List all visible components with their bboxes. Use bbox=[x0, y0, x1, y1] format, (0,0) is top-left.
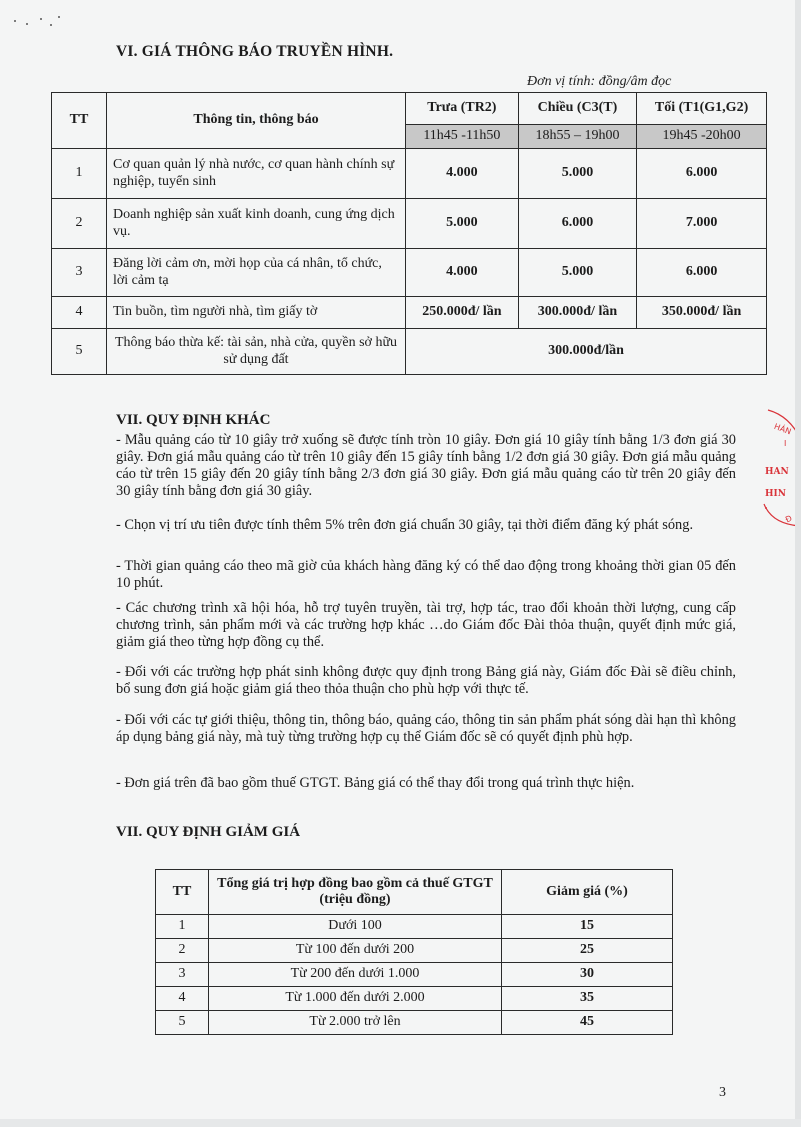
row-range: Dưới 100 bbox=[209, 915, 502, 939]
rule-paragraph: - Mẫu quảng cáo từ 10 giây trở xuống sẽ được tính tròn 10 giây. Đơn giá 10 giây tính bằng 1/3 đơn giá 30 giây. Đơn giá mẫu quảng cáo từ trên 10 giây đến 15 giây tính bằng 1/2 đơn giá 30 giây. Đơn giá mẫu quảng cáo từ trên 15 giây đến 20 giây tính bằng 2/3 đơn giá 30 giây. Đơn giá mẫu quảng cáo từ trên 20 giây đến 30 giây tính bằng đơn giá 30 giây. bbox=[116, 432, 736, 499]
discount-table bbox=[155, 869, 673, 1035]
price-evening: 7.000 bbox=[637, 199, 767, 249]
row-tt: 2 bbox=[156, 939, 209, 963]
table-row bbox=[156, 963, 673, 987]
header-tt: TT bbox=[156, 870, 209, 915]
table-row bbox=[52, 249, 767, 297]
rule-paragraph: - Đơn giá trên đã bao gồm thuế GTGT. Bảng giá có thể thay đổi trong quá trình thực hiện. bbox=[116, 775, 635, 791]
row-range: Từ 2.000 trở lên bbox=[209, 1011, 502, 1035]
time-noon: 11h45 -11h50 bbox=[406, 125, 519, 149]
price-noon: 250.000đ/ lần bbox=[406, 297, 519, 329]
row-range: Từ 100 đến dưới 200 bbox=[209, 939, 502, 963]
table-row bbox=[156, 939, 673, 963]
price-noon: 4.000 bbox=[406, 249, 519, 297]
time-afternoon: 18h55 – 19h00 bbox=[518, 125, 636, 149]
time-evening: 19h45 -20h00 bbox=[637, 125, 767, 149]
table-row bbox=[156, 987, 673, 1011]
price-afternoon: 5.000 bbox=[518, 249, 636, 297]
rule-paragraph: - Thời gian quảng cáo theo mã giờ của khách hàng đăng ký có thể dao động trong khoảng thời gian 05 đến 10 phút. bbox=[116, 558, 736, 591]
unit-note: Đơn vị tính: đồng/âm đọc bbox=[527, 74, 672, 89]
row-info: Đăng lời cảm ơn, mời họp của cá nhân, tổ chức, lời cảm tạ bbox=[107, 249, 406, 297]
svg-text:HIN: HIN bbox=[765, 489, 786, 499]
row-tt: 3 bbox=[156, 963, 209, 987]
table-row bbox=[52, 199, 767, 249]
header-discount: Giảm giá (%) bbox=[502, 870, 673, 915]
svg-text:Đ: Đ bbox=[784, 513, 794, 525]
price-evening: 6.000 bbox=[637, 249, 767, 297]
row-tt: 4 bbox=[52, 297, 107, 329]
row-tt: 1 bbox=[156, 915, 209, 939]
header-noon: Trưa (TR2) bbox=[406, 93, 519, 125]
price-merged: 300.000đ/lần bbox=[406, 329, 767, 375]
page-edge bbox=[795, 0, 801, 1127]
price-afternoon: 5.000 bbox=[518, 149, 636, 199]
header-tt: TT bbox=[52, 93, 107, 149]
row-tt: 4 bbox=[156, 987, 209, 1011]
table-row bbox=[156, 1011, 673, 1035]
header-afternoon: Chiều (C3(T) bbox=[518, 93, 636, 125]
row-tt: 2 bbox=[52, 199, 107, 249]
row-tt: 5 bbox=[156, 1011, 209, 1035]
row-discount: 30 bbox=[502, 963, 673, 987]
row-tt: 1 bbox=[52, 149, 107, 199]
rule-paragraph: - Đối với các tự giới thiệu, thông tin, thông báo, quảng cáo, thông tin sản phẩm phát sóng dài hạn thì không áp dụng bảng giá này, mà tuỳ từng trường hợp cụ thể Giám đốc sẽ có quyết định phù hợp. bbox=[116, 712, 736, 745]
svg-text:HAN: HAN bbox=[765, 467, 789, 477]
rule-paragraph: - Đối với các trường hợp phát sinh không được quy định trong Bảng giá này, Giám đốc Đài sẽ điều chỉnh, bổ sung đơn giá hoặc giảm giá theo thỏa thuận cho phù hợp với thực tế. bbox=[116, 664, 736, 697]
table-row bbox=[156, 915, 673, 939]
row-discount: 35 bbox=[502, 987, 673, 1011]
row-range: Từ 200 đến dưới 1.000 bbox=[209, 963, 502, 987]
row-info: Thông báo thừa kế: tài sản, nhà cửa, quyền sở hữu sử dụng đất bbox=[107, 329, 406, 375]
price-afternoon: 6.000 bbox=[518, 199, 636, 249]
header-value: Tổng giá trị hợp đồng bao gồm cả thuế GTGT (triệu đồng) bbox=[209, 870, 502, 915]
price-evening: 6.000 bbox=[637, 149, 767, 199]
row-info: Cơ quan quản lý nhà nước, cơ quan hành chính sự nghiệp, tuyển sinh bbox=[107, 149, 406, 199]
row-info: Doanh nghiệp sản xuất kinh doanh, cung ứng dịch vụ. bbox=[107, 199, 406, 249]
header-evening: Tối (T1(G1,G2) bbox=[637, 93, 767, 125]
page-edge bbox=[0, 1119, 801, 1127]
rule-paragraph: - Các chương trình xã hội hóa, hỗ trợ tuyên truyền, tài trợ, hợp tác, trao đổi khoản thời lượng, cung cấp chương trình, sản phẩm mới và các trường hợp khác …do Giám đốc Đài thỏa thuận, quyết định mức giá, giảm giá theo từng hợp đồng cụ thể. bbox=[116, 600, 736, 650]
tv-price-table bbox=[51, 92, 767, 375]
row-discount: 45 bbox=[502, 1011, 673, 1035]
price-afternoon: 300.000đ/ lần bbox=[518, 297, 636, 329]
page-number: 3 bbox=[719, 1085, 726, 1100]
rule-paragraph: - Chọn vị trí ưu tiên được tính thêm 5% trên đơn giá chuẩn 30 giây, tại thời điểm đăng ký phát sóng. bbox=[116, 517, 694, 533]
table-row bbox=[52, 297, 767, 329]
row-range: Từ 1.000 đến dưới 2.000 bbox=[209, 987, 502, 1011]
header-info: Thông tin, thông báo bbox=[107, 93, 406, 149]
table-row bbox=[52, 149, 767, 199]
row-discount: 15 bbox=[502, 915, 673, 939]
svg-text:I: I bbox=[784, 439, 787, 448]
svg-text:HÁN: HÁN bbox=[772, 421, 793, 437]
row-info: Tin buồn, tìm người nhà, tìm giấy tờ bbox=[107, 297, 406, 329]
scan-specks bbox=[12, 14, 62, 28]
price-evening: 350.000đ/ lần bbox=[637, 297, 767, 329]
price-noon: 5.000 bbox=[406, 199, 519, 249]
price-noon: 4.000 bbox=[406, 149, 519, 199]
row-tt: 5 bbox=[52, 329, 107, 375]
section-8-title: VII. QUY ĐỊNH GIẢM GIÁ bbox=[116, 824, 301, 840]
section-6-title: VI. GIÁ THÔNG BÁO TRUYỀN HÌNH. bbox=[116, 43, 394, 60]
row-tt: 3 bbox=[52, 249, 107, 297]
table-row bbox=[52, 329, 767, 375]
row-discount: 25 bbox=[502, 939, 673, 963]
section-7-title: VII. QUY ĐỊNH KHÁC bbox=[116, 412, 271, 428]
